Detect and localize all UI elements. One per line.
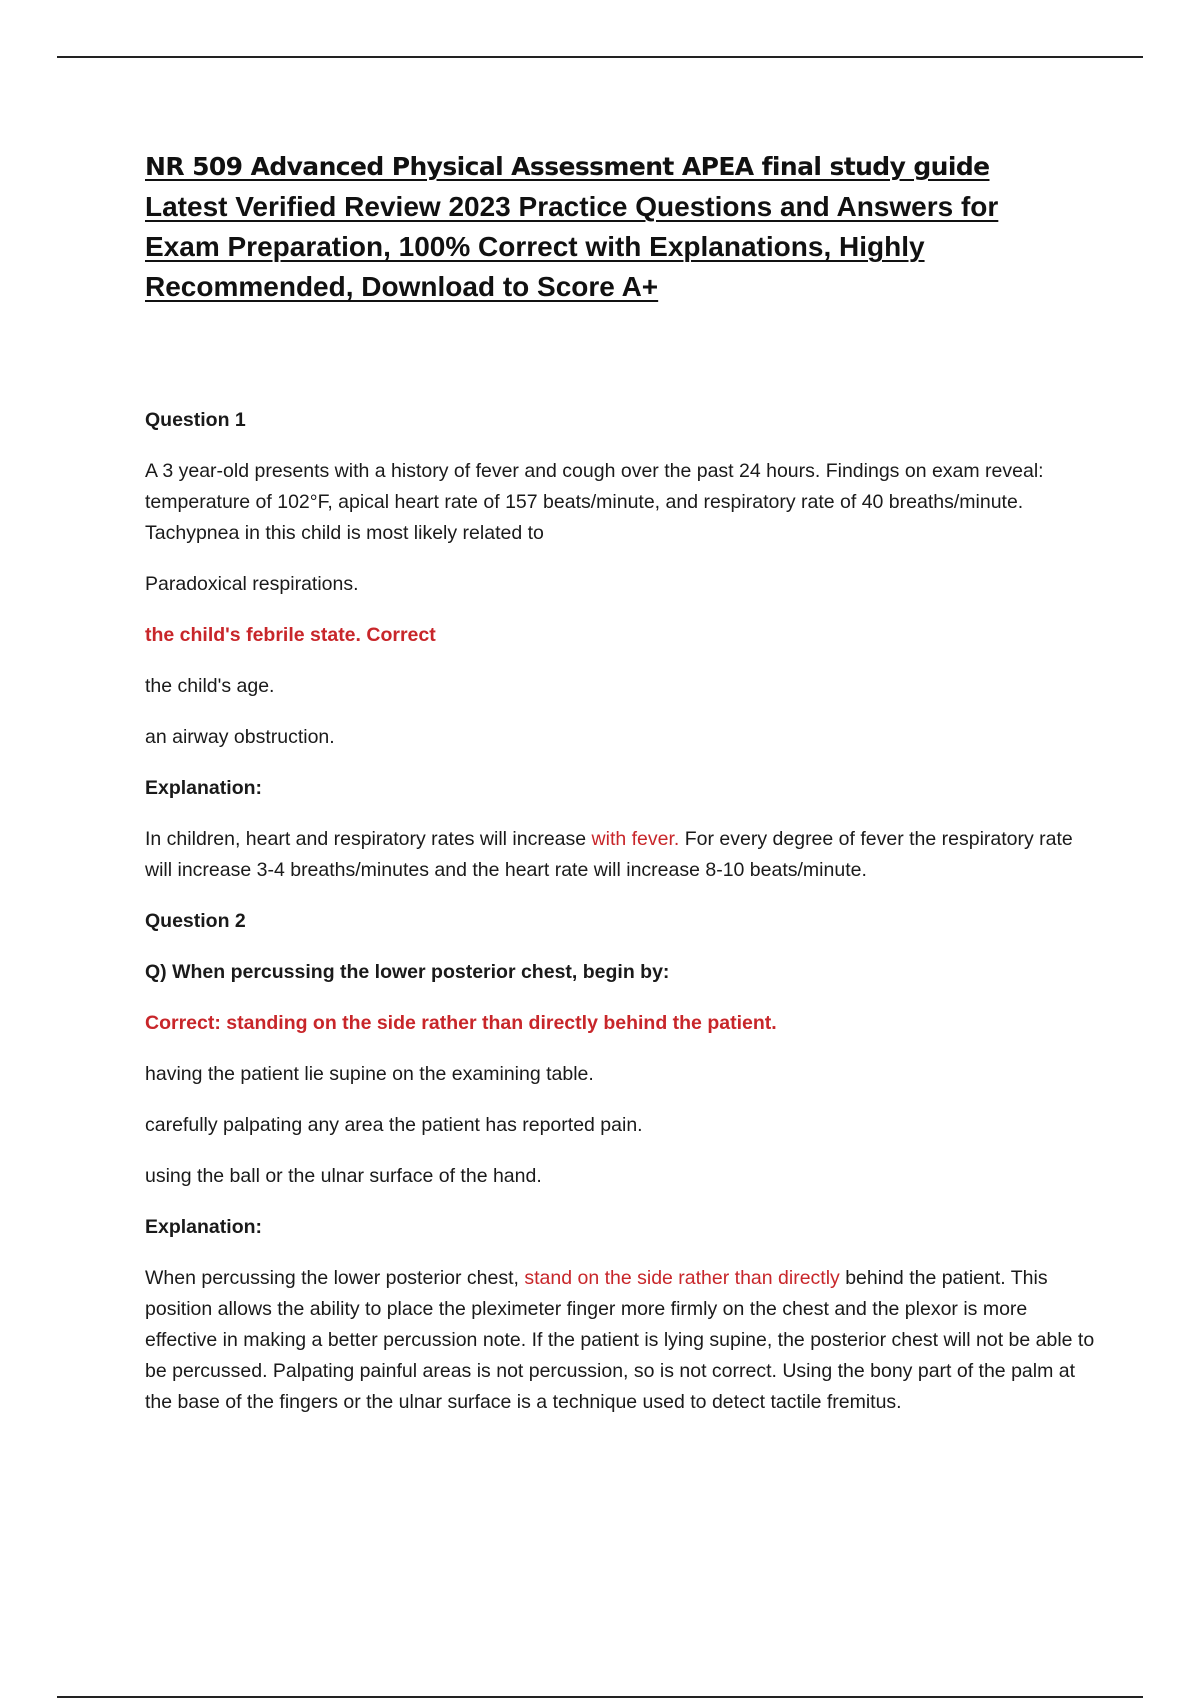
answer-option: an airway obstruction. [145, 726, 335, 748]
question-1 [145, 405, 1095, 886]
answer-option: Paradoxical respirations. [145, 573, 359, 595]
title-lead: NR 509 Advanced Physical Assessment APEA final study guide [145, 152, 990, 181]
question-2 [145, 906, 1095, 1418]
document-body [145, 146, 1095, 1438]
explanation-highlight: with fever. [591, 828, 680, 850]
explanation-highlight: stand on the side rather than directly [524, 1267, 840, 1289]
explanation-text [145, 824, 1095, 886]
explanation-text-end: behind the patient. This position allows the ability to place the pleximeter finger more firmly on the chest and the plexor is more effective in making a better percussion note. If the patient is lying supine, the posterior chest will not be able to be percussed. Palpating painful areas is not percussion, so is not correct. Using the bony part of the palm at the base of the fingers or the ulnar surface is a technique used to detect tactile fremitus. [145, 1267, 1095, 1413]
bottom-rule [57, 1696, 1143, 1698]
answer-option-correct: Correct: standing on the side rather than directly behind the patient. [145, 1012, 777, 1034]
explanation-text-start: In children, heart and respiratory rates will increase [145, 828, 592, 850]
question-heading: Question 2 [145, 910, 246, 932]
explanation-heading: Explanation: [145, 777, 263, 799]
question-heading: Question 1 [145, 409, 246, 431]
explanation-heading: Explanation: [145, 1216, 263, 1238]
explanation-text-start: When percussing the lower posterior chest, [145, 1267, 525, 1289]
answer-option: having the patient lie supine on the examining table. [145, 1063, 594, 1085]
document-title [145, 146, 1075, 307]
question-stem: A 3 year-old presents with a history of fever and cough over the past 24 hours. Findings on exam reveal: temperature of 102°F, apical heart rate of 157 beats/minute, and respiratory rate of 40 breaths/minute. Tachypnea in this child is most likely related to [145, 460, 1044, 544]
title-rest: Latest Verified Review 2023 Practice Questions and Answers for Exam Preparation, 100% Correct with Explanations, Highly Recommended, Download to Score A+ [145, 191, 999, 302]
answer-option: carefully palpating any area the patient has reported pain. [145, 1114, 643, 1136]
answer-option-correct: the child's febrile state. Correct [145, 624, 436, 646]
question-stem: Q) When percussing the lower posterior chest, begin by: [145, 961, 670, 983]
answer-option: using the ball or the ulnar surface of the hand. [145, 1165, 542, 1187]
explanation-text [145, 1263, 1095, 1418]
top-rule [57, 56, 1143, 58]
explanation-text-end: For every degree of fever the respiratory rate will increase 3-4 breaths/minutes and the heart rate will increase 8-10 beats/minute. [145, 828, 1073, 881]
answer-option: the child's age. [145, 675, 275, 697]
